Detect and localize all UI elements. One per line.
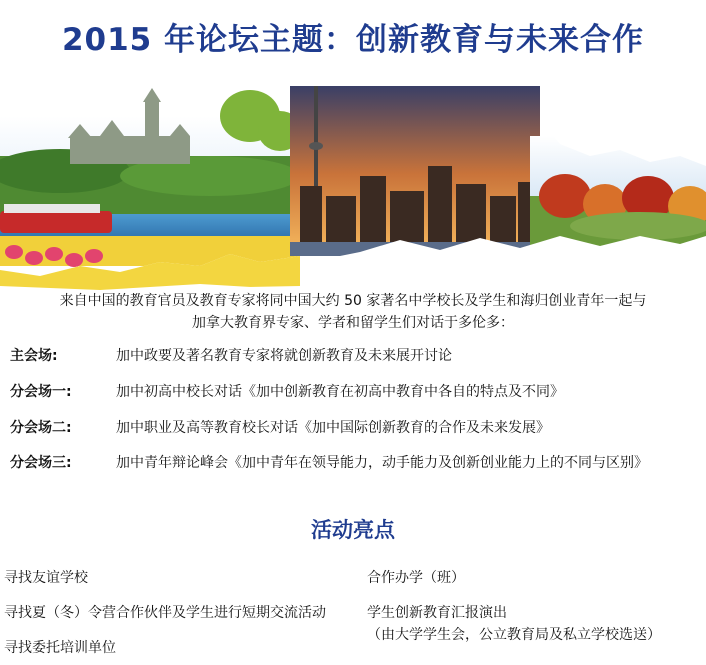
session-label: 分会场一: xyxy=(10,384,72,400)
session-desc: 加中青年辩论峰会《加中青年在领导能力，动手能力及创新创业能力上的不同与区别》 xyxy=(116,455,648,471)
session-desc: 加中初高中校长对话《加中创新教育在初高中教育中各自的特点及不同》 xyxy=(116,384,564,400)
highlight-item-note: （由大学学生会，公立教育局及私立学校选送） xyxy=(367,627,661,643)
highlights-title: 活动亮点 xyxy=(311,518,395,542)
page-title: 2015 年论坛主题：创新教育与未来合作 xyxy=(61,22,645,58)
session-label: 分会场二: xyxy=(10,420,72,436)
intro-text xyxy=(0,290,706,334)
session-desc: 加中职业及高等教育校长对话《加中国际创新教育的合作及未来发展》 xyxy=(116,420,550,436)
highlight-item: 寻找委托培训单位 xyxy=(4,640,116,656)
intro-line-1: 来自中国的教育官员及教育专家将同中国大约 50 家著名中学校长及学生和海归创业青年一起与 xyxy=(59,293,647,309)
highlight-item: 寻找友谊学校 xyxy=(4,570,88,586)
intro-line-2: 加拿大教育界专家、学者和留学生们对话于多伦多： xyxy=(192,315,514,331)
highlight-item: 寻找夏（冬）令营合作伙伴及学生进行短期交流活动 xyxy=(4,605,326,621)
session-desc: 加中政要及著名教育专家将就创新教育及未来展开讨论 xyxy=(116,348,452,364)
highlight-item: 学生创新教育汇报演出 xyxy=(367,605,507,621)
highlight-item: 合作办学（班） xyxy=(367,570,465,586)
banner-image xyxy=(0,86,706,292)
toronto-skyline-scene xyxy=(290,86,540,256)
session-label: 主会场: xyxy=(10,348,58,364)
session-label: 分会场三: xyxy=(10,455,72,471)
